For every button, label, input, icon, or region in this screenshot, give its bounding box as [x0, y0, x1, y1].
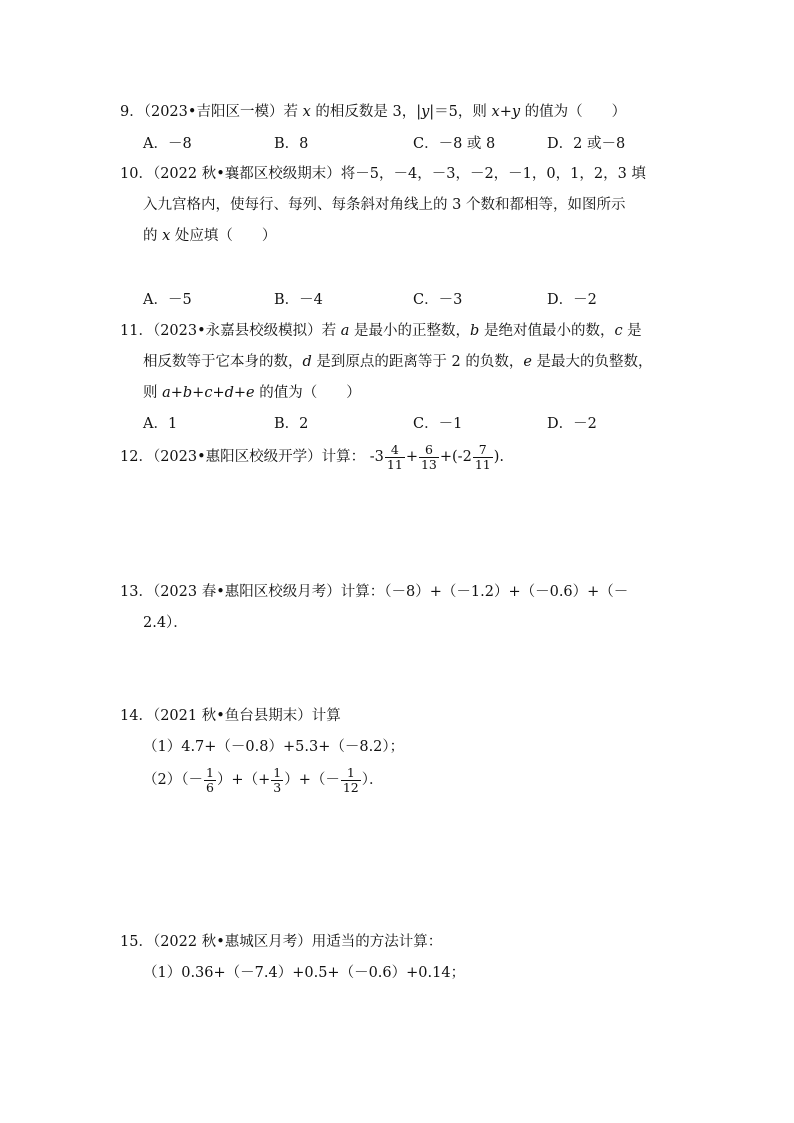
question-number: 11． — [120, 323, 153, 339]
fraction: $\frac{1}{12}$ — [342, 764, 359, 795]
question-12-stem: 12．（2023•惠阳区校级开学）计算： -3 $\frac{4}{11}$ + $\frac{6}{13}$ +(-2 $\frac{7}{11}$ ). — [120, 441, 504, 472]
question-11-stem-line3: 则 a+b+c+d+e 的值为（ ） — [143, 385, 361, 401]
question-number: 14． — [120, 708, 153, 724]
question-10-stem-line3: 的 x 处应填（ ） — [143, 228, 277, 244]
question-14-stem: 14．（2021 秋•鱼台县期末）计算 — [120, 708, 341, 724]
question-10-stem-line1: 10．（2022 秋•襄都区校级期末）将－5，－4，－3，－2，－1，0，1，2，3 填 — [120, 166, 646, 182]
fraction: $\frac{7}{11}$ — [474, 441, 491, 472]
option-d: D．2 或－8 — [547, 136, 626, 152]
question-number: 10． — [120, 166, 153, 182]
question-13-stem-line2: 2.4）． — [143, 615, 188, 631]
option-d: D．－2 — [547, 416, 597, 432]
option-d: D．－2 — [547, 292, 597, 308]
question-number: 13． — [120, 584, 153, 600]
question-15-part-1: （1）0.36+（－7.4）+0.5+（－0.6）+0.14； — [143, 965, 466, 981]
fraction: $\frac{1}{3}$ — [273, 764, 282, 795]
fraction: $\frac{6}{13}$ — [420, 441, 437, 472]
question-14-part-2: （2）（－ $\frac{1}{6}$ ）+（+ $\frac{1}{3}$ ）+（－ $\frac{1}{12}$ ）． — [143, 764, 384, 795]
question-source: （2023 春•惠阳区校级月考） — [152, 584, 341, 600]
question-10-stem-line2: 入九宫格内，使每行、每列、每条斜对角线上的 3 个数和都相等，如图所示 — [143, 197, 626, 213]
option-a: A．－8 — [143, 136, 192, 152]
option-b: B．－4 — [274, 292, 323, 308]
question-source: （2023•惠阳区校级开学） — [152, 449, 322, 465]
question-number: 9． — [120, 104, 144, 120]
question-15-stem: 15．（2022 秋•惠城区月考）用适当的方法计算： — [120, 934, 443, 950]
question-source: （2022 秋•襄都区校级期末） — [152, 166, 341, 182]
question-source: （2023•吉阳区一模） — [143, 104, 284, 120]
question-source: （2022 秋•惠城区月考） — [152, 934, 312, 950]
question-11-stem-line2: 相反数等于它本身的数，d 是到原点的距离等于 2 的负数，e 是最大的负整数， — [143, 354, 653, 370]
option-c: C．－8 或 8 — [413, 136, 496, 152]
option-a: A．－5 — [143, 292, 192, 308]
option-a: A．1 — [143, 416, 178, 432]
question-number: 12． — [120, 449, 153, 465]
fraction: $\frac{4}{11}$ — [386, 441, 403, 472]
option-b: B．2 — [274, 416, 309, 432]
option-c: C．－3 — [413, 292, 463, 308]
question-source: （2021 秋•鱼台县期末） — [152, 708, 312, 724]
math-expression: -3 $\frac{4}{11}$ + $\frac{6}{13}$ +(-2 $\frac{7}{11}$ ). — [369, 441, 504, 472]
question-11-stem-line1: 11．（2023•永嘉县校级模拟）若 a 是最小的正整数，b 是绝对值最小的数，c 是 — [120, 323, 642, 339]
option-c: C．－1 — [413, 416, 463, 432]
question-13-stem-line1: 13．（2023 春•惠阳区校级月考）计算：（－8）+（－1.2）+（－0.6）+（－ — [120, 584, 629, 600]
question-14-part-1: （1）4.7+（－0.8）+5.3+（－8.2）； — [143, 739, 405, 755]
question-9-stem: 9．（2023•吉阳区一模）若 x 的相反数是 3，|y|＝5，则 x+y 的值为（ ） — [120, 104, 627, 120]
question-source: （2023•永嘉县校级模拟） — [152, 323, 322, 339]
option-b: B．8 — [274, 136, 309, 152]
fraction: $\frac{1}{6}$ — [205, 764, 214, 795]
question-number: 15． — [120, 934, 153, 950]
